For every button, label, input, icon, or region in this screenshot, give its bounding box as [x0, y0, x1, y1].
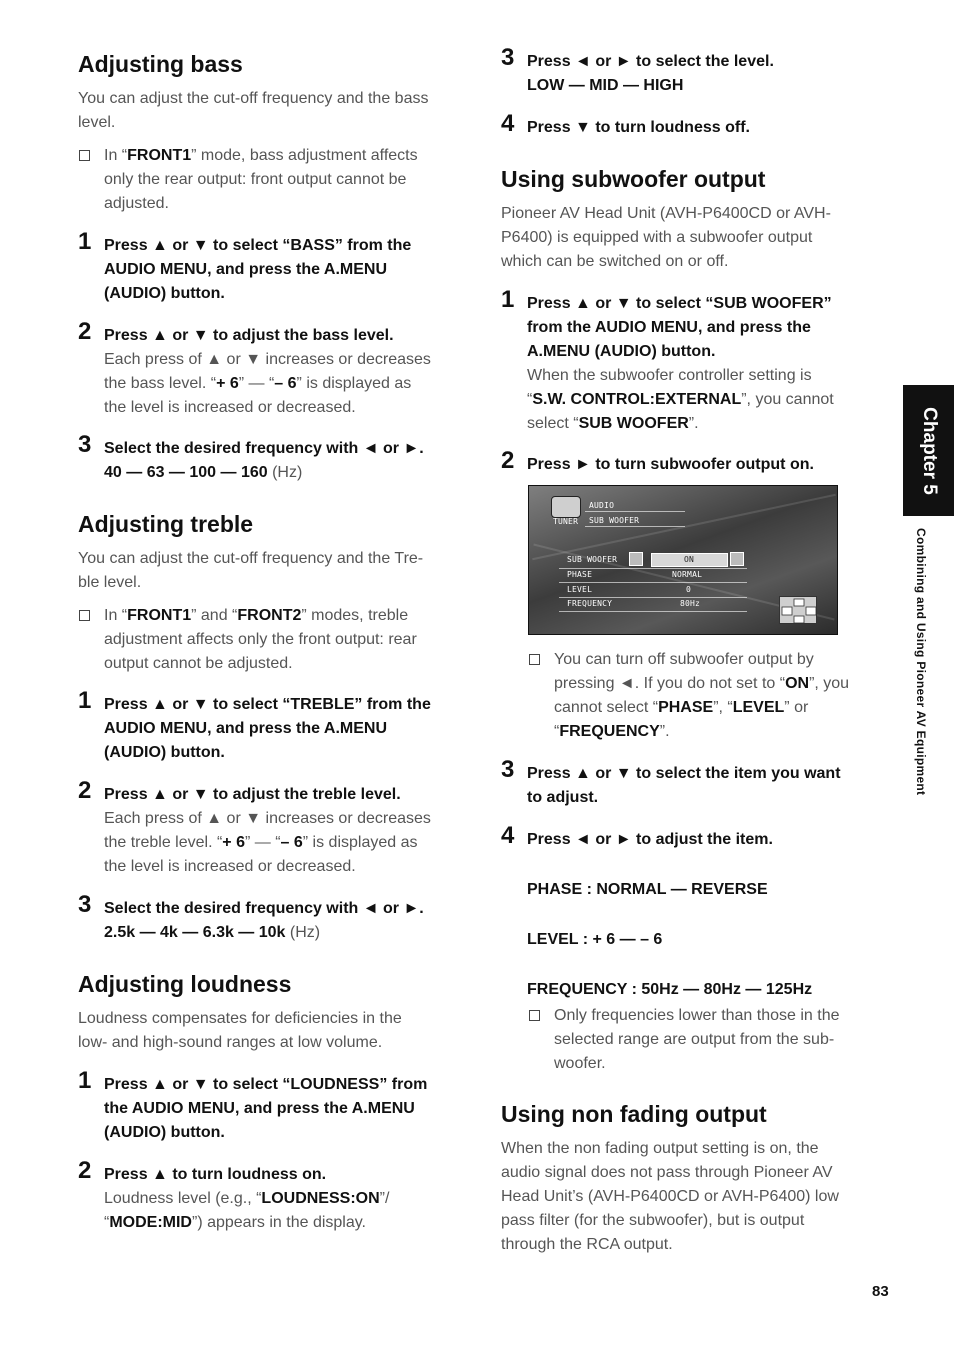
subwoofer-step-2: 2 Press ► to turn subwoofer output on. [501, 447, 814, 474]
screen-tab-audio: AUDIO [589, 501, 615, 510]
page-number: 83 [872, 1283, 889, 1300]
heading-using-subwoofer-output: Using subwoofer output [501, 166, 766, 192]
screen-row-phase-label: PHASE [567, 570, 593, 579]
heading-using-non-fading-output: Using non fading output [501, 1101, 767, 1127]
checkbox-bullet-icon [79, 150, 90, 161]
screen-tab-tuner: TUNER [553, 517, 579, 526]
level-values: LEVEL : + 6 — – 6 [527, 931, 663, 948]
bass-intro: You can adjust the cut-off frequency and the bass level. [78, 90, 429, 131]
heading-adjusting-bass: Adjusting bass [78, 51, 243, 77]
screen-row-level-value: 0 [686, 585, 692, 594]
subwoofer-step-1: 1 Press ▲ or ▼ to select “SUB WOOFER” from the AUDIO MENU, and press the A.MENU (AUDIO) button. When the subwoofer controller setting is “S.W. CONTROL:EXTERNAL”, you cannot select “SUB WOOFER”. [501, 286, 834, 432]
screen-left-arrow-button [629, 552, 643, 566]
heading-adjusting-treble: Adjusting treble [78, 511, 254, 537]
heading-adjusting-loudness: Adjusting loudness [78, 971, 292, 997]
chapter-tab [903, 385, 954, 516]
subwoofer-intro: Pioneer AV Head Unit (AVH-P6400CD or AVH- P6400) is equipped with a subwoofer output which can be switched on or off. [501, 205, 831, 270]
screen-row-subwoofer-label: SUB WOOFER [567, 555, 618, 564]
screen-row-phase-value: NORMAL [672, 570, 703, 579]
checkbox-bullet-icon [529, 1010, 540, 1021]
audio-menu-icon [551, 496, 581, 518]
loudness-step-2: 2 Press ▲ to turn loudness on. Loudness level (e.g., “LOUDNESS:ON”/ “MODE:MID”) appears in the display. [78, 1157, 390, 1231]
chapter-subtitle: Combining and Using Pioneer AV Equipment [914, 528, 928, 796]
subwoofer-step-3: 3 Press ▲ or ▼ to select the item you want to adjust. [501, 756, 841, 806]
loudness-step-1: 1 Press ▲ or ▼ to select “LOUDNESS” from the AUDIO MENU, and press the A.MENU (AUDIO) button. [78, 1067, 428, 1141]
treble-step-3: 3 Select the desired frequency with ◄ or ►. 2.5k — 4k — 6.3k — 10k (Hz) [78, 891, 424, 941]
subwoofer-note: You can turn off subwoofer output by pressing ◄. If you do not set to “ON”, you cannot select “PHASE”, “LEVEL” or “FREQUENCY”. [528, 648, 898, 744]
screen-row-frequency-value: 80Hz [680, 599, 701, 608]
bass-note: In “FRONT1” mode, bass adjustment affects only the rear output: front output cannot be adjusted. [78, 144, 470, 216]
screen-row-level-label: LEVEL [567, 585, 593, 594]
treble-note: In “FRONT1” and “FRONT2” modes, treble adjustment affects only the front output: rear output cannot be adjusted. [78, 604, 470, 676]
screen-dpad-icon [779, 596, 817, 624]
checkbox-bullet-icon [529, 654, 540, 665]
chapter-tab-label: Chapter 5 [918, 406, 940, 495]
treble-step-1: 1 Press ▲ or ▼ to select “TREBLE” from the AUDIO MENU, and press the A.MENU (AUDIO) button. [78, 687, 431, 761]
treble-step-2: 2 Press ▲ or ▼ to adjust the treble level. Each press of ▲ or ▼ increases or decreases the treble level. “+ 6” — “– 6” is displayed as the level is increased or decreased. [78, 777, 431, 875]
bass-step-1: 1 Press ▲ or ▼ to select “BASS” from the AUDIO MENU, and press the A.MENU (AUDIO) button. [78, 228, 412, 302]
screen-row-subwoofer-value: ON [684, 555, 695, 564]
treble-intro: You can adjust the cut-off frequency and the Tre- ble level. [78, 550, 424, 591]
phase-values: PHASE : NORMAL — REVERSE [527, 881, 768, 898]
subwoofer-screen-image [528, 485, 838, 635]
bass-step-3: 3 Select the desired frequency with ◄ or ►. 40 — 63 — 100 — 160 (Hz) [78, 431, 424, 481]
checkbox-bullet-icon [79, 610, 90, 621]
frequency-note: Only frequencies lower than those in the selected range are output from the sub- woofer. [528, 1004, 898, 1076]
subwoofer-step-4: 4 Press ◄ or ► to adjust the item. [501, 822, 773, 849]
screen-row-frequency-label: FREQUENCY [567, 599, 613, 608]
nonfading-paragraph: When the non fading output setting is on, the audio signal does not pass through Pioneer AV Head Unit’s (AVH-P6400CD or AVH-P6400) low pass filter (for the subwoofer), but is output through the RCA output. [501, 1140, 839, 1253]
loudness-intro: Loudness compensates for deficiencies in the low- and high-sound ranges at low volume. [78, 1010, 402, 1051]
loudness-step-4: 4 Press ▼ to turn loudness off. [501, 110, 750, 137]
frequency-values: FREQUENCY : 50Hz — 80Hz — 125Hz [527, 981, 813, 998]
screen-right-arrow-button [730, 552, 744, 566]
loudness-step-3: 3 Press ◄ or ► to select the level. LOW — MID — HIGH [501, 44, 774, 94]
bass-step-2: 2 Press ▲ or ▼ to adjust the bass level. Each press of ▲ or ▼ increases or decreases the bass level. “+ 6” — “– 6” is displayed as the level is increased or decreased. [78, 318, 431, 416]
screen-tab-subwoofer: SUB WOOFER [589, 516, 640, 525]
